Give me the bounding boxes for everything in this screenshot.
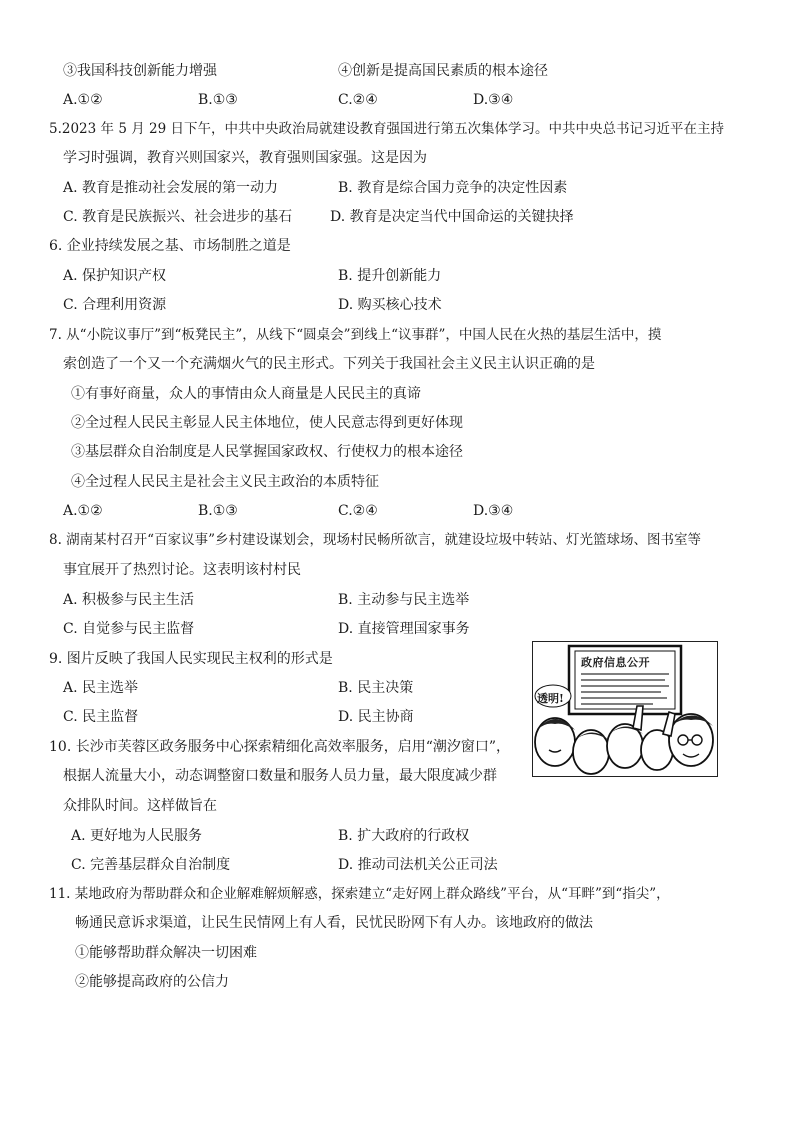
q7-stem-line-1: 7. 从“小院议事厅”到“板凳民主”，从线下“圆桌会”到线上“议事群”，中国人民在火热的基层生活中，摸 — [49, 327, 662, 343]
q7-statement-3: ③基层群众自治制度是人民掌握国家政权、行使权力的根本途径 — [71, 444, 463, 460]
q6-stem: 6. 企业持续发展之基、市场制胜之道是 — [49, 238, 291, 254]
q6-option-c: C. 合理利用资源 — [63, 297, 167, 313]
q9-option-b: B. 民主决策 — [338, 680, 414, 696]
q4-statement-4: ④创新是提高国民素质的根本途径 — [338, 63, 548, 79]
q8-stem-line-1: 8. 湖南某村召开“百家议事”乡村建设谋划会，现场村民畅所欲言，就建设垃圾中转站、灯光篮球场、图书室等 — [49, 532, 701, 548]
q8-option-b: B. 主动参与民主选举 — [338, 592, 470, 608]
q7-statement-2: ②全过程人民民主彰显人民主体地位，使人民意志得到更好体现 — [71, 415, 463, 431]
q7-option-b: B.①③ — [198, 503, 238, 519]
q4-option-c: C.②④ — [338, 92, 378, 108]
q9-option-a: A. 民主选举 — [63, 680, 139, 696]
q4-option-b: B.①③ — [198, 92, 238, 108]
q6-option-d: D. 购买核心技术 — [338, 297, 442, 313]
q11-statement-1: ①能够帮助群众解决一切困难 — [75, 945, 257, 961]
q6-option-a: A. 保护知识产权 — [63, 268, 167, 284]
q7-stem-line-2: 索创造了一个又一个充满烟火气的民主形式。下列关于我国社会主义民主认识正确的是 — [63, 356, 595, 372]
q5-option-a: A. 教育是推动社会发展的第一动力 — [63, 180, 279, 196]
q5-stem-line-1: 5.2023 年 5 月 29 日下午，中共中央政治局就建设教育强国进行第五次集体学习。中共中央总书记习近平在主持 — [49, 121, 724, 137]
q4-statement-3: ③我国科技创新能力增强 — [63, 63, 217, 79]
q9-option-c: C. 民主监督 — [63, 709, 139, 725]
q9-stem: 9. 图片反映了我国人民实现民主权利的形式是 — [49, 651, 333, 667]
q6-option-b: B. 提升创新能力 — [338, 268, 442, 284]
q10-stem-line-2: 根据人流量大小，动态调整窗口数量和服务人员力量，最大限度减少群 — [63, 768, 497, 784]
q11-stem-line-1: 11. 某地政府为帮助群众和企业解难解烦解惑，探索建立“走好网上群众路线”平台，从“耳畔”到“指尖”， — [49, 886, 670, 902]
q7-option-a: A.①② — [63, 503, 103, 519]
q8-option-a: A. 积极参与民主生活 — [63, 592, 195, 608]
q10-stem-line-1: 10. 长沙市芙蓉区政务服务中心探索精细化高效率服务，启用“潮汐窗口”， — [49, 739, 511, 755]
q4-option-d: D.③④ — [473, 92, 514, 108]
q5-option-d: D. 教育是决定当代中国命运的关键抉择 — [330, 209, 574, 225]
q10-option-a: A. 更好地为人民服务 — [71, 828, 203, 844]
q7-statement-1: ①有事好商量，众人的事情由众人商量是人民民主的真谛 — [71, 386, 421, 402]
q9-option-d: D. 民主协商 — [338, 709, 414, 725]
q11-stem-line-2: 畅通民意诉求渠道，让民生民情网上有人看，民忧民盼网下有人办。该地政府的做法 — [75, 915, 593, 931]
notice-board-title: 政府信息公开 — [581, 656, 650, 669]
q10-option-b: B. 扩大政府的行政权 — [338, 828, 470, 844]
q8-option-d: D. 直接管理国家事务 — [338, 621, 470, 637]
q7-option-d: D.③④ — [473, 503, 514, 519]
q8-stem-line-2: 事宜展开了热烈讨论。这表明该村村民 — [63, 562, 301, 578]
q5-option-b: B. 教育是综合国力竞争的决定性因素 — [338, 180, 568, 196]
q7-statement-4: ④全过程人民民主是社会主义民主政治的本质特征 — [71, 474, 379, 490]
q10-option-d: D. 推动司法机关公正司法 — [338, 857, 498, 873]
government-info-cartoon — [532, 641, 718, 777]
q5-stem-line-2: 学习时强调，教育兴则国家兴，教育强则国家强。这是因为 — [63, 150, 427, 166]
q4-option-a: A.①② — [63, 92, 103, 108]
speech-bubble-text: 透明! — [537, 692, 564, 705]
q7-option-c: C.②④ — [338, 503, 378, 519]
q11-statement-2: ②能够提高政府的公信力 — [75, 974, 229, 990]
q10-stem-line-3: 众排队时间。这样做旨在 — [63, 798, 217, 814]
q10-option-c: C. 完善基层群众自治制度 — [71, 857, 231, 873]
q5-option-c: C. 教育是民族振兴、社会进步的基石 — [63, 209, 293, 225]
q8-option-c: C. 自觉参与民主监督 — [63, 621, 195, 637]
